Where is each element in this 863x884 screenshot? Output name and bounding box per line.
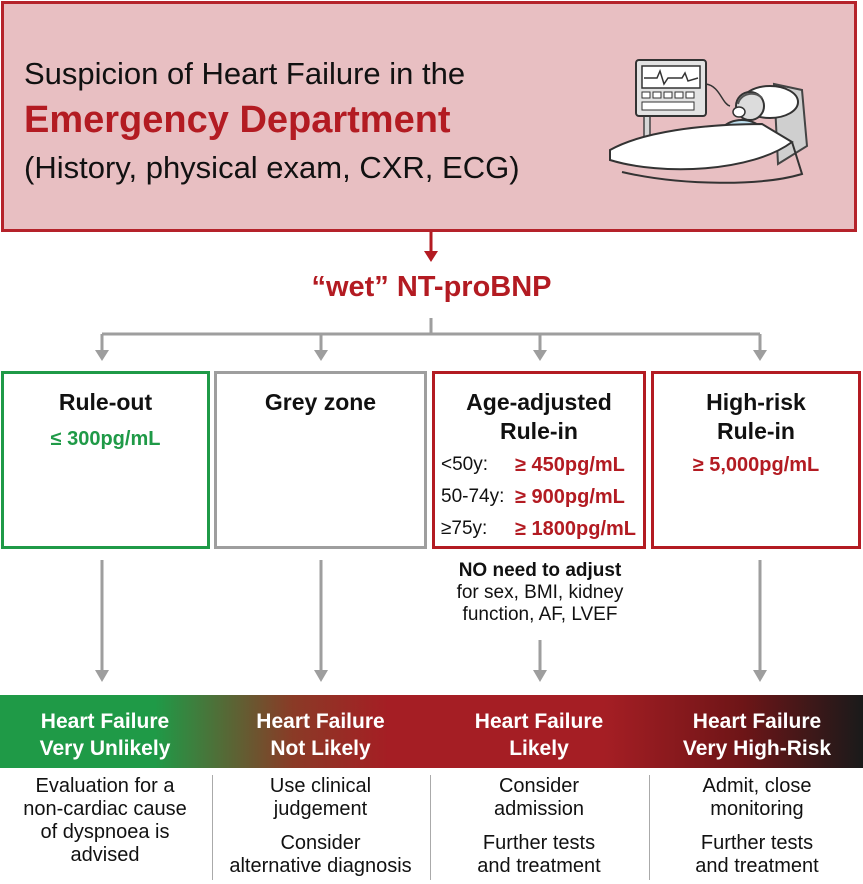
adjustment-note [430,560,650,626]
header-arrow-head [424,251,438,262]
action-rule-out [0,775,210,867]
age-row-50-74 [441,486,504,508]
action-line: Evaluation for a [35,775,175,797]
branch-arrows [95,334,767,361]
outcome-line-2: Not Likely [270,737,371,760]
category-title-line-2: Rule-in [500,418,578,444]
category-title-line-1: Age-adjusted [466,389,612,415]
outcome-line-1: Heart Failure [692,710,822,733]
category-title: Grey zone [264,389,377,415]
category-title-line-2: Rule-in [717,418,795,444]
outcome-line-1: Heart Failure [474,710,604,733]
note-line-2: for sex, BMI, kidney [456,582,624,603]
action-line: non-cardiac cause [23,798,187,820]
action-line: monitoring [710,798,804,820]
column-divider [430,775,431,880]
header-title-emphasis: Emergency Department [24,99,451,141]
outcome-very-unlikely [0,708,210,762]
column-divider [649,775,650,880]
action-grey-zone-secondary [214,832,427,878]
action-line: Further tests [700,832,814,854]
note-bold: NO need to adjust [458,560,622,581]
header-line-3: (History, physical exam, CXR, ECG) [24,150,520,185]
action-age-adjusted-secondary [432,832,646,878]
category-title [435,388,643,446]
header-box [1,1,857,232]
category-title [654,388,858,446]
age-threshold-50-74: ≥ 900pg/mL [515,486,625,508]
outcome-line-2: Likely [509,737,569,760]
age-label: 50-74y: [441,486,505,507]
age-row-75-plus [441,518,487,540]
category-threshold: ≥ 5,000pg/mL [692,454,820,476]
outcome-line-1: Heart Failure [256,710,385,733]
category-high-risk-rule-in [651,371,861,549]
action-high-risk-secondary [651,832,863,878]
action-line: Consider [280,832,361,854]
category-grey-zone [214,371,427,549]
action-line: Admit, close [702,775,812,797]
category-age-adjusted-rule-in [432,371,646,549]
category-rule-out [1,371,210,549]
test-title: “wet” NT-proBNP [311,271,552,303]
outcome-likely [432,708,646,762]
action-line: advised [70,844,140,866]
patient-in-bed-with-monitor-icon [602,54,812,189]
action-line: alternative diagnosis [229,855,412,877]
outcome-not-likely [214,708,427,762]
column-divider [212,775,213,880]
action-line: admission [493,798,585,820]
header-line-1: Suspicion of Heart Failure in the [24,56,466,91]
action-grey-zone [214,775,427,821]
age-row-under-50 [441,454,488,476]
age-label: ≥75y: [441,518,488,539]
action-age-adjusted [432,775,646,821]
outcome-line-2: Very High-Risk [682,737,832,760]
action-line: and treatment [477,855,601,877]
age-threshold-75-plus: ≥ 1800pg/mL [515,518,637,540]
category-title: Rule-out [58,389,153,415]
action-line: of dyspnoea is [40,821,170,843]
action-line: Further tests [482,832,596,854]
action-line: Consider [498,775,580,797]
outcome-line-1: Heart Failure [40,710,170,733]
age-threshold-under-50: ≥ 450pg/mL [515,454,625,476]
action-high-risk [651,775,863,821]
age-label: <50y: [441,454,489,475]
outcome-line-2: Very Unlikely [39,737,171,760]
action-line: judgement [273,798,368,820]
action-line: Use clinical [269,775,372,797]
outcome-very-high-risk [651,708,863,762]
note-line-3: function, AF, LVEF [462,604,618,625]
action-line: and treatment [695,855,819,877]
category-threshold: ≤ 300pg/mL [50,428,161,450]
category-title-line-1: High-risk [706,389,806,415]
